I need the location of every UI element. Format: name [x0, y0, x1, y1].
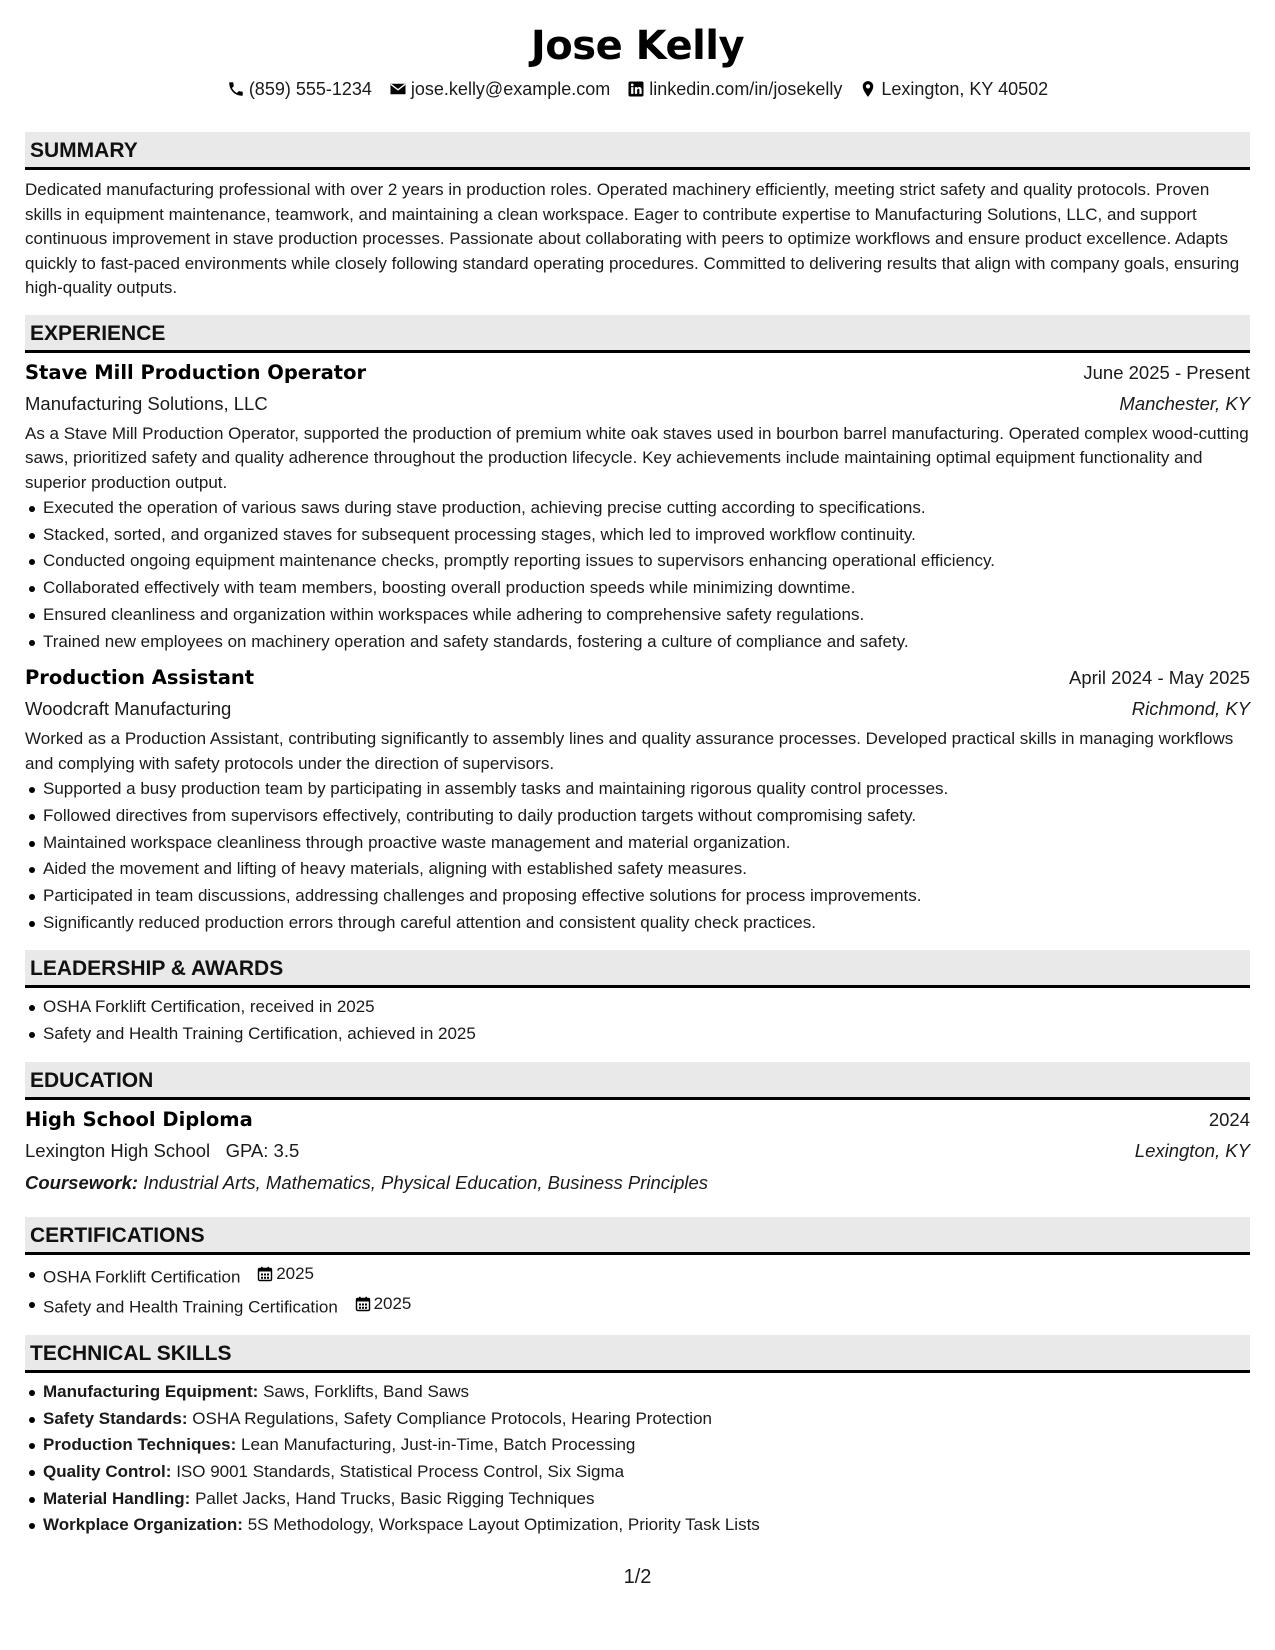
contact-phone [227, 78, 372, 100]
education-section [25, 1062, 1250, 1199]
certification-name: Safety and Health Training Certification [43, 1297, 338, 1317]
section-heading-skills: TECHNICAL SKILLS [25, 1335, 1250, 1373]
list-item [25, 1512, 1250, 1539]
job-description: Worked as a Production Assistant, contributing significantly to assembly lines and quality assurance processes. Developed practical skills in managing workflows and complying with safety protocols under the direction of supervisors. [25, 729, 1234, 773]
list-item: Safety and Health Training Certification, achieved in 2025 [25, 1021, 1250, 1048]
certification-year: 2025 [373, 1293, 412, 1313]
list-item: Significantly reduced production errors through careful attention and consistent quality check practices. [25, 910, 1250, 937]
skill-label: Safety Standards: [43, 1408, 188, 1428]
contact-location [859, 78, 1048, 100]
education-school-row [25, 1135, 1250, 1167]
job-company: Woodcraft Manufacturing [25, 698, 232, 720]
degree-title: High School Diploma [25, 1107, 253, 1131]
skill-label: Material Handling: [43, 1488, 191, 1508]
list-item: Trained new employees on machinery operation and safety standards, fostering a culture of compliance and safety. [25, 629, 1250, 656]
job-company-row [25, 693, 1250, 725]
certification-date [257, 1261, 314, 1288]
education-title-row [25, 1105, 1250, 1135]
job-entry [25, 358, 1250, 656]
list-item: Maintained workspace cleanliness through proactive waste management and material organization. [25, 830, 1250, 857]
list-item: Supported a busy production team by participating in assembly tasks and maintaining rigorous quality control processes. [25, 776, 1250, 803]
summary-text: Dedicated manufacturing professional with over 2 years in production roles. Operated machinery efficiently, meeting strict safety and quality protocols. Proven skills in equipment maintenance, teamwork, and maintaining a clean workspace. Eager to contribute expertise to Manufacturing Solutions, LLC, and support continuous improvement in stave production processes. Passionate about collaborating with peers to optimize workflows and ensure product excellence. Adapts quickly to fast-paced environments while closely following standard operating procedures. Committed to delivering results that align with company goals, ensuring high-quality outputs. [25, 180, 1240, 297]
job-dates: April 2024 - May 2025 [1069, 667, 1250, 689]
skill-label: Manufacturing Equipment: [43, 1381, 259, 1401]
skills-section [25, 1335, 1250, 1539]
school-name: Lexington High School [25, 1139, 211, 1161]
job-location: Richmond, KY [1131, 698, 1250, 720]
school-location: Lexington, KY [1134, 1139, 1250, 1161]
skill-label: Quality Control: [43, 1462, 172, 1482]
job-company-row [25, 388, 1250, 420]
phone-number: (859) 555-1234 [248, 79, 372, 99]
certifications-section [25, 1217, 1250, 1321]
list-item [25, 1291, 1250, 1321]
job-company: Manufacturing Solutions, LLC [25, 392, 268, 414]
job-title: Stave Mill Production Operator [25, 360, 367, 384]
job-bullets [25, 776, 1250, 936]
skill-label: Workplace Organization: [43, 1515, 243, 1535]
section-heading-experience: EXPERIENCE [25, 315, 1250, 353]
contact-linkedin[interactable] [627, 78, 842, 100]
list-item: OSHA Forklift Certification, received in 2025 [25, 994, 1250, 1021]
awards-list [25, 994, 1250, 1047]
list-item [25, 1486, 1250, 1513]
coursework-label: Coursework: [25, 1171, 139, 1193]
job-description: As a Stave Mill Production Operator, supported the production of premium white oak staves used in bourbon barrel manufacturing. Operated complex wood-cutting saws, prioritized safety and quality adherence throughout the production lifecycle. Key achievements include maintaining optimal equipment functionality and superior production output. [25, 423, 1249, 492]
calendar-icon [355, 1296, 371, 1312]
certification-year: 2025 [276, 1263, 315, 1283]
coursework [25, 1167, 1250, 1199]
list-item: Aided the movement and lifting of heavy materials, aligning with established safety measures. [25, 856, 1250, 883]
list-item: Conducted ongoing equipment maintenance checks, promptly reporting issues to supervisors enhancing operational efficiency. [25, 548, 1250, 575]
gpa: GPA: 3.5 [225, 1139, 300, 1161]
job-entry [25, 663, 1250, 936]
contact-row [25, 78, 1250, 100]
job-location: Manchester, KY [1119, 392, 1250, 414]
job-title-row [25, 663, 1250, 693]
skill-label: Production Techniques: [43, 1435, 237, 1455]
skill-value: OSHA Regulations, Safety Compliance Protocols, Hearing Protection [192, 1408, 712, 1428]
calendar-icon [257, 1266, 273, 1282]
coursework-list: Industrial Arts, Mathematics, Physical Education, Business Principles [143, 1171, 709, 1193]
list-item [25, 1261, 1250, 1291]
resume-page [25, 18, 1250, 1539]
skills-list [25, 1379, 1250, 1539]
section-heading-awards: LEADERSHIP & AWARDS [25, 950, 1250, 988]
page-number: 1/2 [623, 1566, 652, 1588]
skill-value: Pallet Jacks, Hand Trucks, Basic Rigging Techniques [195, 1488, 595, 1508]
certification-date [355, 1291, 412, 1318]
section-heading-summary: SUMMARY [25, 132, 1250, 170]
list-item: Participated in team discussions, addressing challenges and proposing effective solutions for process improvements. [25, 883, 1250, 910]
list-item: Ensured cleanliness and organization within workspaces while adhering to comprehensive safety regulations. [25, 602, 1250, 629]
envelope-icon [389, 80, 407, 98]
list-item [25, 1459, 1250, 1486]
email-address[interactable]: jose.kelly@example.com [410, 79, 611, 99]
map-pin-icon [859, 80, 877, 98]
experience-section [25, 315, 1250, 937]
job-title-row [25, 358, 1250, 388]
job-dates: June 2025 - Present [1083, 361, 1250, 383]
phone-icon [227, 80, 245, 98]
job-title: Production Assistant [25, 666, 255, 690]
job-bullets [25, 495, 1250, 655]
certifications-list [25, 1261, 1250, 1321]
list-item [25, 1379, 1250, 1406]
list-item: Followed directives from supervisors effectively, contributing to daily production targets without compromising safety. [25, 803, 1250, 830]
linkedin-url[interactable]: linkedin.com/in/josekelly [649, 79, 843, 99]
school-info [25, 1135, 299, 1167]
certification-name: OSHA Forklift Certification [43, 1267, 241, 1287]
section-heading-certifications: CERTIFICATIONS [25, 1217, 1250, 1255]
location-text: Lexington, KY 40502 [881, 79, 1049, 99]
skill-value: ISO 9001 Standards, Statistical Process Control, Six Sigma [176, 1462, 625, 1482]
awards-section [25, 950, 1250, 1047]
list-item: Collaborated effectively with team members, boosting overall production speeds while minimizing downtime. [25, 575, 1250, 602]
list-item: Executed the operation of various saws during stave production, achieving precise cutting according to specifications. [25, 495, 1250, 522]
skill-value: 5S Methodology, Workspace Layout Optimization, Priority Task Lists [247, 1515, 760, 1535]
section-heading-education: EDUCATION [25, 1062, 1250, 1100]
list-item [25, 1432, 1250, 1459]
linkedin-icon [627, 80, 645, 98]
list-item [25, 1406, 1250, 1433]
summary-section [25, 132, 1250, 315]
contact-email[interactable] [389, 78, 610, 100]
graduation-year: 2024 [1208, 1108, 1250, 1130]
resume-header [25, 18, 1250, 100]
candidate-name: Jose Kelly [530, 23, 745, 69]
skill-value: Lean Manufacturing, Just-in-Time, Batch Processing [241, 1435, 636, 1455]
skill-value: Saws, Forklifts, Band Saws [263, 1381, 470, 1401]
list-item: Stacked, sorted, and organized staves for subsequent processing stages, which led to improved workflow continuity. [25, 522, 1250, 549]
